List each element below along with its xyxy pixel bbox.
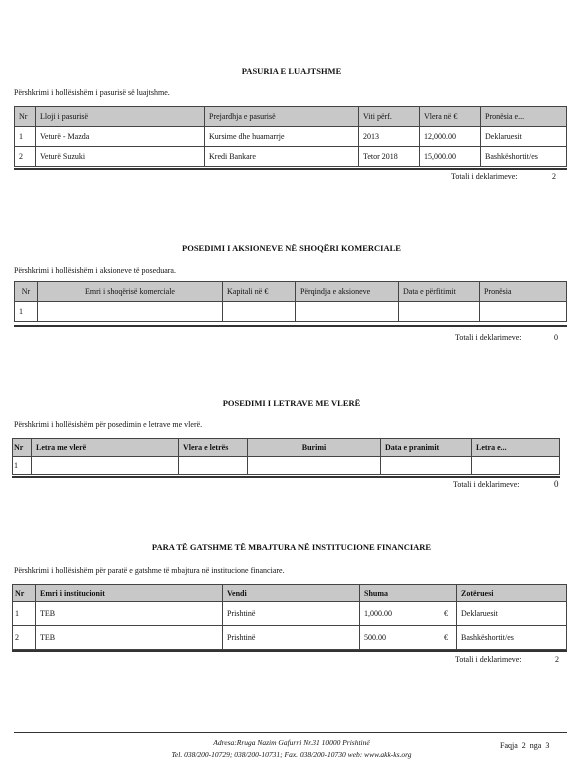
section-title-vehicles: PASURIA E LUAJTSHME bbox=[241, 66, 342, 76]
footer-contacts: Tel. 038/200-10729; 038/200-10731; Fax. 038/200-10730 web: www.akk-ks.org bbox=[171, 750, 412, 759]
amount-cell bbox=[360, 602, 457, 626]
euro-icon: € bbox=[444, 633, 448, 642]
table-cell: Kursime dhe huamarrje bbox=[205, 127, 359, 147]
table-cell bbox=[179, 457, 248, 475]
table-cell: 1 bbox=[13, 602, 36, 626]
section-description-securities: Përshkrimi i hollësishëm për posedimin e letrave me vlerë. bbox=[14, 420, 203, 429]
table-cell: Kredi Bankare bbox=[205, 147, 359, 167]
column-header: Përqindja e aksioneve bbox=[296, 282, 399, 302]
column-header: Emri i shoqërisë komerciale bbox=[38, 282, 223, 302]
section-title-shares: POSEDIMI I AKSIONEVE NË SHOQËRI KOMERCIALE bbox=[182, 243, 401, 253]
section-divider bbox=[12, 476, 560, 478]
column-header: Letra me vlerë bbox=[32, 439, 179, 457]
table-header-row bbox=[13, 439, 560, 457]
column-header: Shuma bbox=[360, 585, 457, 602]
table-cell: 1 bbox=[15, 127, 36, 147]
table-cell bbox=[480, 302, 567, 322]
column-header: Nr bbox=[13, 585, 36, 602]
table-cell bbox=[38, 302, 223, 322]
table-cell: Tetor 2018 bbox=[359, 147, 420, 167]
table-cell: 2013 bbox=[359, 127, 420, 147]
table-row bbox=[13, 602, 567, 626]
table-cell: Bashkëshortit/es bbox=[481, 147, 567, 167]
total-value: 2 bbox=[552, 172, 556, 181]
table-cell bbox=[296, 302, 399, 322]
section-description-vehicles: Përshkrimi i hollësishëm i pasurisë së luajtshme. bbox=[14, 88, 170, 97]
table-cell bbox=[32, 457, 179, 475]
total-label: Totali i deklarimeve: bbox=[451, 172, 518, 181]
column-header: Nr bbox=[13, 439, 32, 457]
footer-address: Adresa:Rruga Nazim Gafurri Nr.31 10000 Prishtinë bbox=[213, 738, 370, 747]
table-row bbox=[15, 302, 567, 322]
total-label: Totali i deklarimeve: bbox=[455, 333, 522, 342]
table-cell: Veturë Suzuki bbox=[36, 147, 205, 167]
section-title-cash: PARA TË GATSHME TË MBAJTURA NË INSTITUCIONE FINANCIARE bbox=[151, 542, 432, 552]
amount-cell bbox=[360, 626, 457, 650]
table-cell: 15,000.00 bbox=[420, 147, 481, 167]
column-header: Zotëruesi bbox=[457, 585, 567, 602]
column-header: Pronësia e... bbox=[481, 107, 567, 127]
table-cell bbox=[223, 302, 296, 322]
table-cell: Veturë - Mazda bbox=[36, 127, 205, 147]
column-header: Prejardhja e pasurisë bbox=[205, 107, 359, 127]
column-header: Nr bbox=[15, 107, 36, 127]
table-cell: 1 bbox=[13, 457, 32, 475]
column-header: Lloji i pasurisë bbox=[36, 107, 205, 127]
column-header: Emri i institucionit bbox=[36, 585, 223, 602]
column-header: Burimi bbox=[248, 439, 381, 457]
column-header: Letra e... bbox=[472, 439, 560, 457]
euro-icon: € bbox=[444, 609, 448, 618]
table-header-row bbox=[15, 107, 567, 127]
column-header: Kapitali në € bbox=[223, 282, 296, 302]
table-cell: Prishtinë bbox=[223, 626, 360, 650]
total-value: 2 bbox=[555, 655, 559, 664]
column-header: Data e përfitimit bbox=[399, 282, 480, 302]
total-label: Totali i deklarimeve: bbox=[453, 480, 520, 489]
column-header: Nr bbox=[15, 282, 38, 302]
section-divider bbox=[14, 325, 567, 327]
table-cell: Deklaruesit bbox=[457, 602, 567, 626]
column-header: Pronësia bbox=[480, 282, 567, 302]
total-value: 0 bbox=[554, 479, 559, 489]
column-header: Vlera e letrës bbox=[179, 439, 248, 457]
section-title-securities: POSEDIMI I LETRAVE ME VLERË bbox=[222, 398, 361, 408]
section-divider bbox=[12, 650, 567, 652]
section-description-shares: Përshkrimi i hollësishëm i aksioneve të poseduara. bbox=[14, 266, 176, 275]
page-indicator bbox=[500, 741, 549, 750]
table-cell: 2 bbox=[15, 147, 36, 167]
table-cell: 2 bbox=[13, 626, 36, 650]
table-cell bbox=[248, 457, 381, 475]
table-cell: 12,000.00 bbox=[420, 127, 481, 147]
page-label: Faqja bbox=[500, 741, 518, 750]
column-header: Data e pranimit bbox=[381, 439, 472, 457]
total-value: 0 bbox=[554, 333, 558, 342]
table-row bbox=[15, 147, 567, 167]
section-description-cash: Përshkrimi i hollësishëm për paratë e gatshme të mbajtura në institucione financiare. bbox=[14, 566, 285, 575]
section-divider bbox=[14, 168, 567, 170]
table-cell: Deklaruesit bbox=[481, 127, 567, 147]
column-header: Viti përf. bbox=[359, 107, 420, 127]
page-number: 2 bbox=[521, 741, 526, 750]
footer-divider bbox=[14, 732, 567, 733]
total-label: Totali i deklarimeve: bbox=[455, 655, 522, 664]
table-cell: Bashkëshortit/es bbox=[457, 626, 567, 650]
table-header-row bbox=[13, 585, 567, 602]
cash-table bbox=[12, 584, 567, 650]
page-total: 3 bbox=[545, 741, 550, 750]
securities-table bbox=[12, 438, 560, 475]
table-header-row bbox=[15, 282, 567, 302]
table-row bbox=[13, 626, 567, 650]
column-header: Vlera në € bbox=[420, 107, 481, 127]
shares-table bbox=[14, 281, 567, 322]
amount-value: 1,000.00 bbox=[364, 609, 392, 618]
amount-value: 500.00 bbox=[364, 633, 386, 642]
table-cell bbox=[381, 457, 472, 475]
table-cell: Prishtinë bbox=[223, 602, 360, 626]
table-cell bbox=[472, 457, 560, 475]
table-cell: TEB bbox=[36, 626, 223, 650]
vehicles-table bbox=[14, 106, 567, 167]
table-cell bbox=[399, 302, 480, 322]
table-row bbox=[15, 127, 567, 147]
page-of-label: nga bbox=[529, 741, 542, 750]
table-cell: 1 bbox=[15, 302, 38, 322]
table-row bbox=[13, 457, 560, 475]
table-cell: TEB bbox=[36, 602, 223, 626]
column-header: Vendi bbox=[223, 585, 360, 602]
